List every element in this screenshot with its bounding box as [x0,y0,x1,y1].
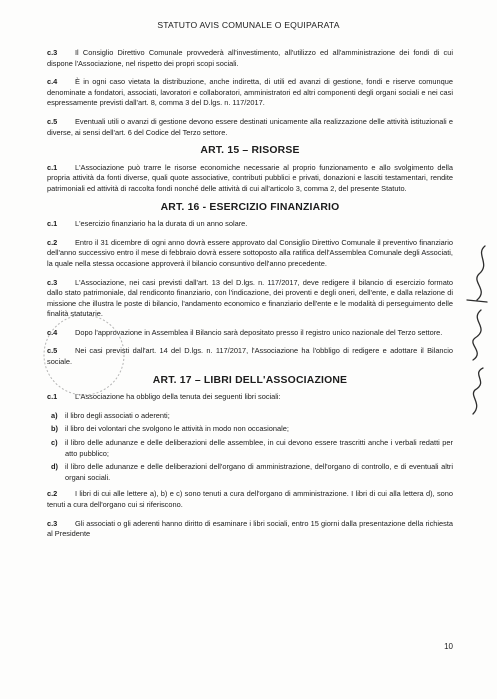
comma-label: c.2 [47,237,58,247]
comma-label: c.3 [47,277,58,287]
paragraph-text: Gli associati o gli aderenti hanno diritto di esaminare i libri sociali, entro 15 giorni dalla presentazione della richiesta al Presidente [47,518,453,539]
list-item-text: il libro delle adunanze e delle deliberazioni dell'organo di amministrazione, dell'organo di controllo, e di eventuali altri organi sociali. [65,462,453,482]
page-header: STATUTO AVIS COMUNALE O EQUIPARATA [157,20,340,30]
books-list [47,411,453,484]
list-item [47,424,453,435]
article-title-16: ART. 16 - ESERCIZIO FINANZIARIO [160,201,340,213]
paragraph-text: L'Associazione può trarre le risorse economiche necessarie al proprio funzionamento e allo svolgimento della propria attività da fonti diverse, quali quote associative, contributi pubblici e privati, donazioni e lasciti testamentari, rendite patrimoniali ed attività di raccolta fondi nonché delle attività di cui all'articolo 3, comma 2, del presente Statuto. [47,162,453,193]
paragraph-text: Il Consiglio Direttivo Comunale provvederà all'investimento, all'utilizzo ed all'amministrazione dei fondi di cui dispone l'Associazione, nel rispetto dei propri scopi sociali. [47,48,453,68]
paragraph [47,219,453,230]
faded-stamp-mark [40,300,128,410]
comma-label: c.1 [47,219,58,229]
paragraph [47,489,453,510]
article-title-17: ART. 17 – LIBRI DELL'ASSOCIAZIONE [152,374,348,386]
paragraph [47,519,453,540]
document-body [47,48,453,548]
paragraph [47,238,453,270]
list-item [47,438,453,459]
comma-label: c.4 [47,77,58,87]
paragraph [47,163,453,195]
paragraph-text: Entro il 31 dicembre di ogni anno dovrà essere approvato dal Consiglio Direttivo Comunale il preventivo finanziario dell'anno successivo entro il mese di febbraio dovrà essere sottoposto alla ratifica dell'Assemblea Comunale degli Associati, la quale nella stessa occasione approverà il bilancio consuntivo dell'anno precedente. [47,237,453,268]
comma-label: c.3 [47,48,58,57]
paragraph-text: Eventuali utili o avanzi di gestione devono essere destinati unicamente alla realizzazione delle attività istituzionali e diverse, ai sensi dell'art. 6 del Codice del Terzo settore. [47,116,453,137]
paragraph [47,77,453,109]
list-key: d) [51,462,58,472]
list-item-text: il libro dei volontari che svolgono le attività in modo non occasionale; [65,424,289,434]
paragraph [47,117,453,138]
paragraph-text: I libri di cui alle lettere a), b) e c) sono tenuti a cura dell'organo di amministrazione. I libri di cui alla lettera d), sono tenuti a cura dell'organo cui si riferiscono. [47,489,453,509]
paragraph-text: L'Associazione, nei casi previsti dall'art. 13 del D.lgs. n. 117/2017, deve redigere il bilancio di esercizio formato dallo stato patrimoniale, dal rendiconto finanziario, con l'indicazione, dei proventi e degli oneri, dell'ente, e dalla relazione di missione che illustra le poste di bilancio, l'andamento economico e finanziario dell'ente e le modalità di perseguimento delle finalità statutarie. [47,277,453,319]
list-key: c) [51,438,58,448]
handwritten-signature [461,240,495,420]
list-item-text: il libro degli associati o aderenti; [65,410,170,420]
paragraph-text: Dopo l'approvazione in Assemblea il Bilancio sarà depositato presso il registro unico nazionale del Terzo settore. [75,327,443,337]
comma-label: c.2 [47,489,58,499]
list-key: b) [51,424,58,434]
paragraph-text: Nei casi previsti dall'art. 14 del D.lgs. n. 117/2017, l'Associazione ha l'obbligo di redigere e adottare il Bilancio sociale. [47,346,453,367]
paragraph-text: L'esercizio finanziario ha la durata di un anno solare. [75,219,248,229]
page-number: 10 [444,642,453,651]
paragraph-text: È in ogni caso vietata la distribuzione, anche indiretta, di utili ed avanzi di gestione, fondi e riserve comunque denominate a fondatori, associati, lavoratori e collaboratori, amministratori ed altri componenti degli organi sociali e nei casi espressamente previsti dall'art. 8, comma 3 del D.lgs. n. 117/2017. [47,77,453,108]
list-item [47,462,453,483]
comma-label: c.5 [47,116,58,126]
list-key: a) [51,410,58,420]
article-title-15: ART. 15 – RISORSE [200,145,300,157]
comma-label: c.1 [47,392,58,402]
paragraph-text: L'Associazione ha obbligo della tenuta dei seguenti libri sociali: [75,392,281,402]
comma-label: c.1 [47,162,58,172]
list-item-text: il libro delle adunanze e delle deliberazioni delle assemblee, in cui devono essere trascritti anche i verbali redatti per atto pubblico; [65,438,453,458]
list-item [47,411,453,422]
comma-label: c.4 [47,327,58,337]
comma-label: c.5 [47,346,58,356]
paragraph [47,48,453,69]
comma-label: c.3 [47,518,58,528]
